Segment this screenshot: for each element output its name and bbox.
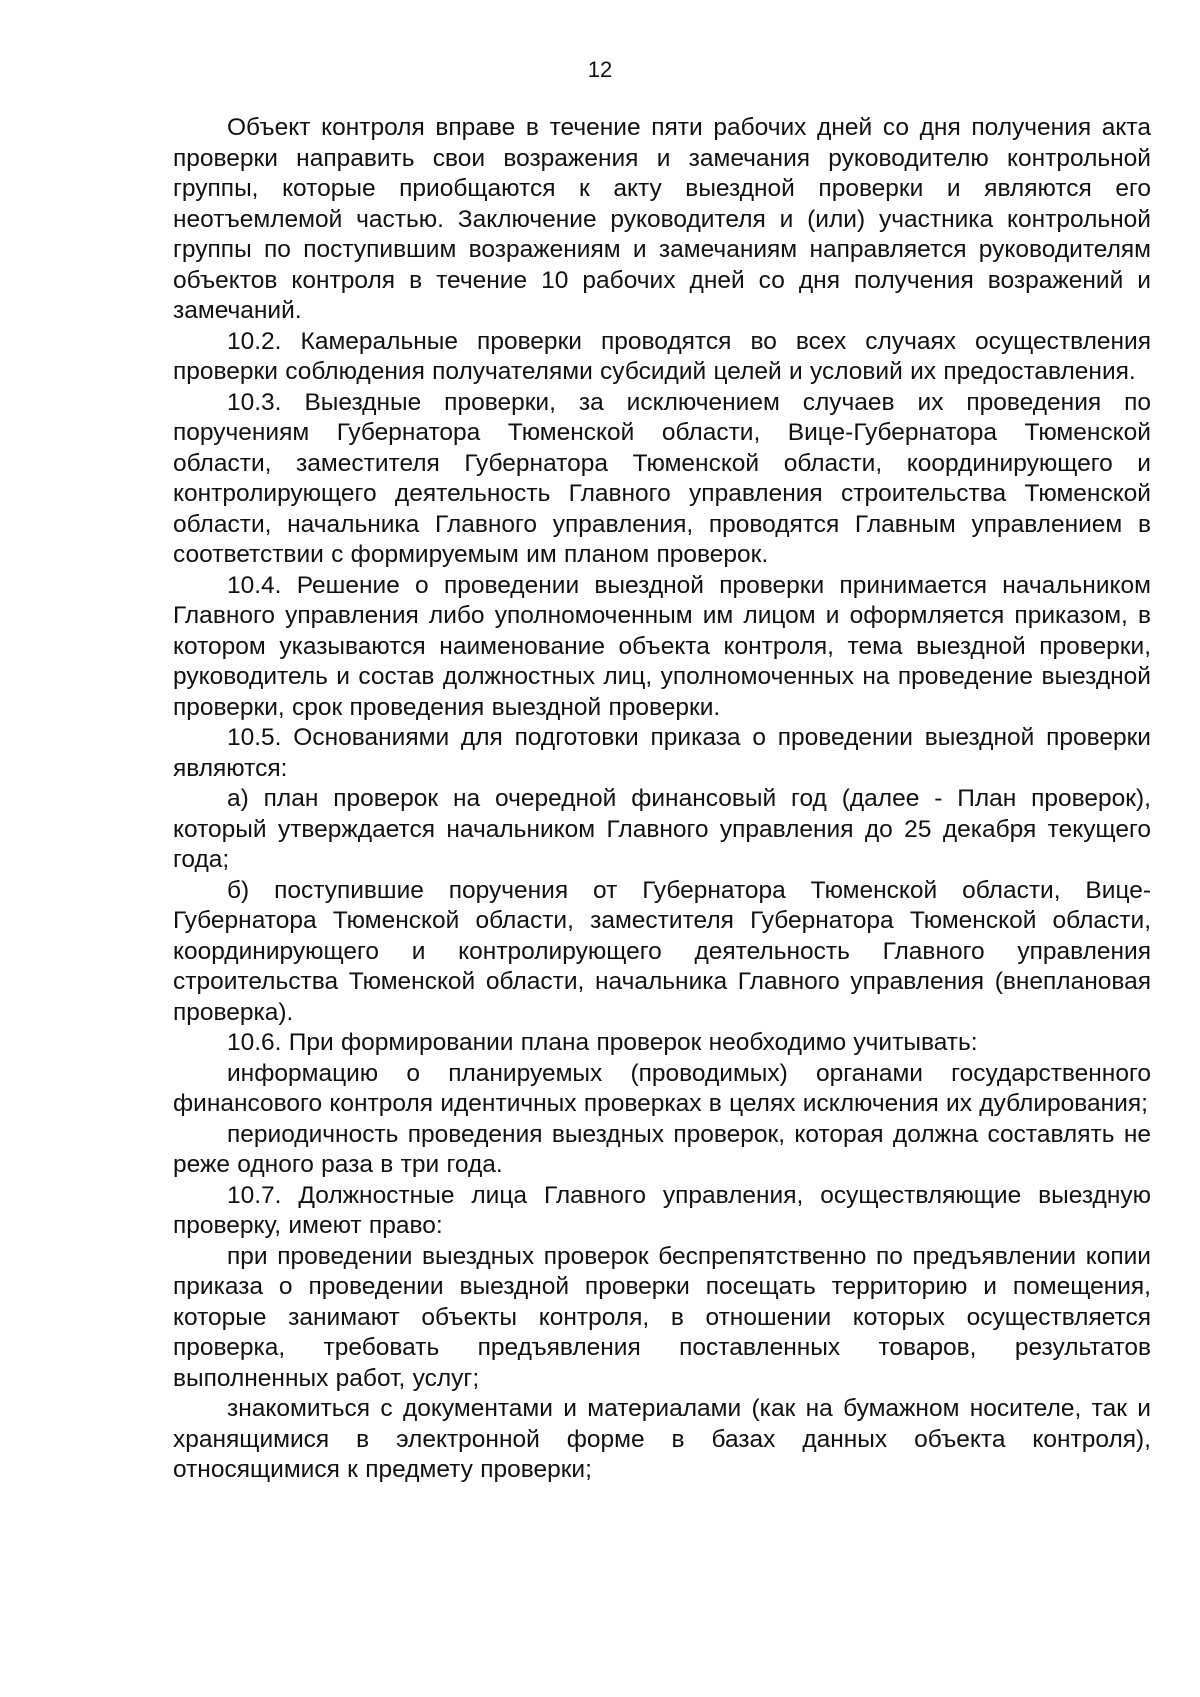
- paragraph-objection-rights: Объект контроля вправе в течение пяти рабочих дней со дня получения акта проверки направить свои возражения и замечания руководителю контрольной группы, которые приобщаются к акту выездной проверки и являются его неотъемлемой частью. Заключение руководителя и (или) участника контрольной группы по поступившим возражениям и замечаниям направляется руководителям объектов контроля в течение 10 рабочих дней со дня получения возражений и замечаний.: [173, 114, 1151, 324]
- page-number: 12: [587, 57, 613, 82]
- paragraph-10-5: 10.5. Основаниями для подготовки приказа о проведении выездной проверки являются:: [173, 724, 1151, 782]
- paragraph-10-6: 10.6. При формировании плана проверок необходимо учитывать:: [227, 1029, 978, 1056]
- paragraph-10-2: 10.2. Камеральные проверки проводятся во всех случаях осуществления проверки соблюдения получателями субсидий целей и условий их предоставления.: [173, 327, 1151, 385]
- paragraph-10-5-b: б) поступившие поручения от Губернатора Тюменской области, Вице-Губернатора Тюменской области, заместителя Губернатора Тюменской области, координирующего и контролирующего деятельность Главного управления строительства Тюменской области, начальника Главного управления (внеплановая проверка).: [173, 876, 1151, 1026]
- paragraph-10-4: 10.4. Решение о проведении выездной проверки принимается начальником Главного управления либо уполномоченным им лицом и оформляется приказом, в котором указываются наименование объекта контроля, тема выездной проверки, руководитель и состав должностных лиц, уполномоченных на проведение выездной проверки, срок проведения выездной проверки.: [173, 571, 1151, 721]
- paragraph-10-7-documents: знакомиться с документами и материалами (как на бумажном носителе, так и хранящимися в электронной форме в базах данных объекта контроля), относящимися к предмету проверки;: [173, 1395, 1151, 1483]
- paragraph-10-7: 10.7. Должностные лица Главного управления, осуществляющие выездную проверку, имеют право:: [173, 1181, 1151, 1239]
- paragraph-10-6-info: информацию о планируемых (проводимых) органами государственного финансового контроля идентичных проверках в целях исключения их дублирования;: [173, 1059, 1151, 1117]
- paragraph-10-7-access: при проведении выездных проверок беспрепятственно по предъявлении копии приказа о проведении выездной проверки посещать территорию и помещения, которые занимают объекты контроля, в отношении которых осуществляется проверка, требовать предъявления поставленных товаров, результатов выполненных работ, услуг;: [173, 1242, 1151, 1392]
- paragraph-10-6-periodicity: периодичность проведения выездных проверок, которая должна составлять не реже одного раза в три года.: [173, 1120, 1151, 1178]
- paragraph-10-5-a: а) план проверок на очередной финансовый год (далее - План проверок), который утверждается начальником Главного управления до 25 декабря текущего года;: [173, 785, 1151, 873]
- paragraph-10-3: 10.3. Выездные проверки, за исключением случаев их проведения по поручениям Губернатора Тюменской области, Вице-Губернатора Тюменской области, заместителя Губернатора Тюменской области, координирующего и контролирующего деятельность Главного управления строительства Тюменской области, начальника Главного управления, проводятся Главным управлением в соответствии с формируемым им планом проверок.: [173, 388, 1151, 568]
- document-body: [173, 113, 1151, 1486]
